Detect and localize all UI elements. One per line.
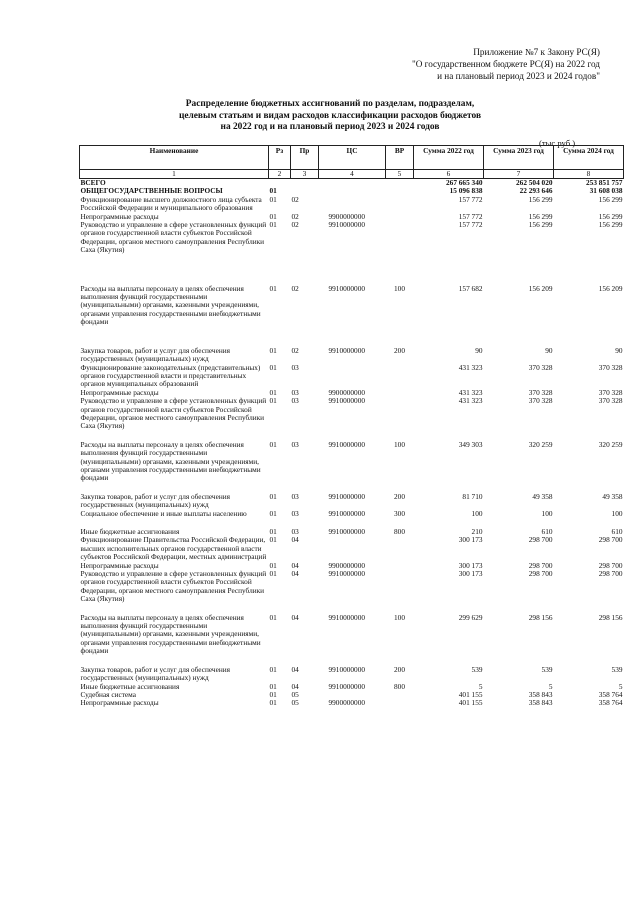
cell-pr: 03: [291, 439, 299, 449]
cell-cs: 9910000000: [328, 508, 365, 518]
cell-cs: 9910000000: [328, 664, 365, 674]
cell-sum-2023: 610: [541, 527, 553, 536]
cell-cs: 9910000000: [328, 283, 365, 293]
table-row: [80, 347, 624, 364]
cell-cs: 9910000000: [328, 439, 365, 449]
header-rz: Рз: [269, 146, 291, 170]
column-number: 4: [319, 170, 386, 179]
cell-name: ВСЕГО: [80, 178, 106, 187]
cell-sum-2022: 431 323: [458, 387, 483, 397]
cell-sum-2023: 298 700: [528, 560, 553, 570]
cell-vr: 800: [394, 681, 405, 691]
cell-name: Иные бюджетные ассигнования: [80, 527, 180, 536]
cell-sum-2023: 49 358: [532, 491, 553, 501]
table-row: [80, 221, 624, 255]
cell-rz: 01: [269, 186, 277, 196]
cell-rz: 01: [269, 689, 277, 699]
cell-sum-2024: 31 608 038: [589, 186, 623, 196]
table-row: [80, 510, 624, 518]
cell-sum-2023: 298 700: [528, 569, 553, 579]
cell-vr: [386, 699, 414, 707]
appendix-line-2: "О государственном бюджете РС(Я) на 2022 год: [411, 59, 600, 69]
cell-name: Закупка товаров, работ и услуг для обеспечения государственных (муниципальных) нужд: [80, 491, 230, 510]
cell-sum-2023: 320 259: [528, 439, 553, 449]
cell-name: ОБЩЕГОСУДАРСТВЕННЫЕ ВОПРОСЫ: [80, 186, 223, 196]
column-number: 5: [386, 170, 414, 179]
cell-sum-2024: 320 259: [598, 439, 623, 449]
table-row: [80, 614, 624, 656]
table-row: [80, 493, 624, 510]
cell-pr: 02: [291, 220, 299, 230]
cell-sum-2024: 358 764: [598, 698, 623, 708]
cell-pr: 03: [291, 527, 299, 536]
cell-pr: 03: [291, 508, 299, 518]
cell-vr: 800: [394, 527, 405, 536]
cell-sum-2022: 267 665 340: [446, 178, 483, 187]
cell-sum-2022: 299 629: [458, 612, 483, 622]
cell-vr: [386, 179, 414, 188]
cell-rz: 01: [269, 560, 277, 570]
cell-sum-2022: 5: [478, 681, 483, 691]
title-line-1: Распределение бюджетных ассигнований по разделам, подразделам,: [185, 99, 475, 109]
cell-name: Расходы на выплаты персоналу в целях обеспечения выполнения функций государственными (муниципальными) органами, казенными учреждениями, органами управления государственными внебюджетными фондами: [80, 283, 261, 327]
cell-cs: 9900000000: [328, 211, 365, 221]
table-row: [80, 666, 624, 683]
table-row: [80, 570, 624, 604]
cell-sum-2023: 370 328: [528, 387, 553, 397]
cell-rz: 01: [269, 681, 277, 691]
cell-name: Закупка товаров, работ и услуг для обеспечения государственных (муниципальных) нужд: [80, 664, 230, 683]
cell-cs: 9910000000: [328, 345, 365, 355]
table-body: [80, 179, 624, 708]
cell-vr: [386, 364, 414, 389]
cell-rz: 01: [269, 612, 277, 622]
cell-name: Функционирование законодательных (представительных) органов государственной власти и представительных органов муниципальных образований: [80, 362, 261, 389]
cell-sum-2022: 157 772: [458, 220, 483, 230]
title-line-3: на 2022 год и на плановый период 2023 и 2024 годов: [220, 122, 440, 132]
cell-pr: 02: [291, 194, 299, 204]
cell-rz: 01: [269, 439, 277, 449]
cell-sum-2023: 370 328: [528, 362, 553, 372]
cell-pr: 03: [291, 396, 299, 406]
cell-name: Судебная система: [80, 689, 136, 699]
cell-sum-2022: 349 303: [458, 439, 483, 449]
cell-pr: 04: [291, 664, 299, 674]
cell-rz: 01: [269, 535, 277, 545]
cell-sum-2024: 156 299: [598, 220, 623, 230]
cell-name: Непрограммные расходы: [80, 698, 159, 708]
cell-sum-2024: 100: [611, 508, 623, 518]
cell-cs: 9910000000: [328, 491, 365, 501]
cell-pr: 04: [291, 681, 299, 691]
cell-sum-2023: 358 843: [528, 689, 553, 699]
column-number: 2: [269, 170, 291, 179]
cell-sum-2023: 539: [541, 664, 553, 674]
cell-vr: 100: [394, 439, 405, 449]
cell-sum-2022: 81 710: [462, 491, 483, 501]
cell-cs: [319, 179, 386, 188]
cell-name: Непрограммные расходы: [80, 560, 159, 570]
row-spacer: [80, 255, 624, 265]
cell-rz: 01: [269, 664, 277, 674]
cell-sum-2024: 298 700: [598, 560, 623, 570]
cell-vr: [386, 397, 414, 431]
header-sum-2024: Сумма 2024 год: [554, 146, 624, 170]
column-number: 3: [291, 170, 319, 179]
row-spacer: [80, 265, 624, 275]
cell-sum-2024: 156 299: [598, 211, 623, 221]
cell-sum-2023: 5: [548, 681, 553, 691]
column-number: 7: [484, 170, 554, 179]
cell-cs: [319, 364, 386, 389]
cell-rz: 01: [269, 362, 277, 372]
row-spacer: [80, 327, 624, 337]
cell-sum-2023: 156 299: [528, 194, 553, 204]
cell-sum-2024: 539: [611, 664, 623, 674]
table-row: [80, 196, 624, 213]
cell-vr: 100: [394, 283, 405, 293]
cell-rz: 01: [269, 569, 277, 579]
cell-name: Расходы на выплаты персоналу в целях обеспечения выполнения функций государственными (муниципальными) органами, казенными учреждениями, органами управления государственными внебюджетными фондами: [80, 439, 261, 483]
cell-sum-2023: 22 293 646: [519, 186, 553, 196]
spacer-cell: [80, 255, 624, 265]
cell-sum-2023: 156 209: [528, 283, 553, 293]
cell-sum-2023: 358 843: [528, 698, 553, 708]
cell-pr: 02: [291, 283, 299, 293]
cell-sum-2022: 157 682: [458, 283, 483, 293]
cell-sum-2023: 298 156: [528, 612, 553, 622]
appendix-line-3: и на плановый период 2023 и 2024 годов": [437, 71, 600, 81]
cell-rz: 01: [269, 220, 277, 230]
cell-sum-2023: 262 504 020: [516, 178, 553, 187]
cell-sum-2024: 49 358: [602, 491, 623, 501]
cell-pr: 04: [291, 560, 299, 570]
cell-sum-2024: 370 328: [598, 387, 623, 397]
header-sum-2022: Сумма 2022 год: [414, 146, 484, 170]
cell-sum-2022: 539: [471, 664, 483, 674]
cell-sum-2023: 100: [541, 508, 553, 518]
cell-name: Руководство и управление в сфере установленных функций органов государственной власти субъектов Российской Федерации, органов местного самоуправления Республики Саха (Якутия): [80, 396, 267, 431]
cell-sum-2024: 156 299: [598, 194, 623, 204]
cell-sum-2022: 401 155: [458, 698, 483, 708]
cell-name: Социальное обеспечение и иные выплаты населению: [80, 508, 247, 518]
cell-name: Функционирование высшего должностного лица субъекта Российской Федерации и муниципального образования: [80, 194, 262, 213]
cell-sum-2024: 370 328: [598, 396, 623, 406]
cell-sum-2022: 300 173: [458, 560, 483, 570]
cell-cs: 9910000000: [328, 681, 365, 691]
cell-sum-2024: 156 209: [598, 283, 623, 293]
cell-vr: [386, 570, 414, 604]
cell-sum-2024: 5: [618, 681, 623, 691]
document-title: [80, 99, 580, 134]
cell-sum-2024: 370 328: [598, 362, 623, 372]
units-label: (тыс.руб.): [539, 138, 576, 148]
budget-table: [79, 145, 624, 708]
cell-rz: 01: [269, 345, 277, 355]
cell-pr: 05: [291, 689, 299, 699]
cell-sum-2024: 298 156: [598, 612, 623, 622]
table-row: [80, 285, 624, 327]
cell-sum-2022: 157 772: [458, 194, 483, 204]
cell-vr: [386, 187, 414, 195]
cell-sum-2024: 610: [611, 527, 623, 536]
cell-sum-2024: 358 764: [598, 689, 623, 699]
cell-cs: 9910000000: [328, 527, 365, 536]
cell-sum-2024: 298 700: [598, 569, 623, 579]
cell-cs: 9900000000: [328, 698, 365, 708]
cell-sum-2022: 300 173: [458, 569, 483, 579]
cell-cs: [319, 187, 386, 195]
cell-sum-2022: 300 173: [458, 535, 483, 545]
cell-pr: 03: [291, 362, 299, 372]
cell-cs: 9900000000: [328, 560, 365, 570]
spacer-cell: [80, 265, 624, 275]
cell-cs: 9910000000: [328, 396, 365, 406]
header-vr: ВР: [386, 146, 414, 170]
table-row: [80, 441, 624, 483]
cell-sum-2024: 253 851 757: [586, 178, 623, 187]
cell-sum-2022: 157 772: [458, 211, 483, 221]
cell-cs: [319, 196, 386, 213]
cell-name: Иные бюджетные ассигнования: [80, 681, 180, 691]
cell-name: Руководство и управление в сфере установленных функций органов государственной власти субъектов Российской Федерации, органов местного самоуправления Республики Саха (Якутия): [80, 569, 267, 604]
cell-sum-2022: 100: [471, 508, 483, 518]
cell-pr: 05: [291, 698, 299, 708]
table-row: [80, 397, 624, 431]
cell-sum-2022: 431 323: [458, 362, 483, 372]
column-number: 8: [554, 170, 624, 179]
cell-pr: [291, 179, 319, 188]
cell-name: Функционирование Правительства Российской Федерации, высших исполнительных органов государственной власти субъектов Российской Федерации, местных администраций: [80, 535, 267, 562]
table-row: [80, 364, 624, 389]
cell-pr: 04: [291, 569, 299, 579]
cell-name: Непрограммные расходы: [80, 387, 159, 397]
cell-rz: 01: [269, 527, 277, 536]
cell-sum-2022: 401 155: [458, 689, 483, 699]
cell-pr: 02: [291, 345, 299, 355]
header-sum-2023: Сумма 2023 год: [484, 146, 554, 170]
cell-rz: 01: [269, 211, 277, 221]
cell-vr: 200: [394, 345, 405, 355]
cell-rz: 01: [269, 508, 277, 518]
appendix-line-1: Приложение №7 к Закону РС(Я): [473, 47, 600, 57]
cell-cs: 9910000000: [328, 612, 365, 622]
cell-vr: 200: [394, 491, 405, 501]
cell-pr: 03: [291, 387, 299, 397]
cell-pr: 04: [291, 535, 299, 545]
cell-vr: 200: [394, 664, 405, 674]
cell-sum-2022: 431 323: [458, 396, 483, 406]
table-header-row: [80, 146, 624, 170]
cell-sum-2024: 90: [615, 345, 623, 355]
cell-rz: 01: [269, 698, 277, 708]
cell-vr: 100: [394, 612, 405, 622]
cell-name: Руководство и управление в сфере установленных функций органов государственной власти субъектов Российской Федерации, органов местного самоуправления Республики Саха (Якутия): [80, 220, 267, 255]
cell-vr: [386, 221, 414, 255]
title-line-2: целевым статьям и видам расходов классификации расходов бюджетов: [178, 110, 482, 121]
cell-sum-2023: 156 299: [528, 220, 553, 230]
table-row: [80, 699, 624, 707]
cell-vr: [386, 196, 414, 213]
cell-name: Расходы на выплаты персоналу в целях обеспечения выполнения функций государственными (муниципальными) органами, казенными учреждениями, органами управления государственными внебюджетными фондами: [80, 612, 261, 656]
cell-sum-2023: 298 700: [528, 535, 553, 545]
header-pr: Пр: [291, 146, 319, 170]
cell-sum-2022: 210: [471, 527, 483, 536]
cell-cs: 9910000000: [328, 569, 365, 579]
column-number: 6: [414, 170, 484, 179]
cell-vr: [386, 213, 414, 221]
header-cs: ЦС: [319, 146, 386, 170]
cell-rz: 01: [269, 491, 277, 501]
cell-vr: [386, 691, 414, 699]
table-row: [80, 536, 624, 561]
cell-name: Закупка товаров, работ и услуг для обеспечения государственных (муниципальных) нужд: [80, 345, 230, 364]
cell-rz: 01: [269, 283, 277, 293]
appendix-note: [300, 46, 600, 82]
cell-pr: 02: [291, 211, 299, 221]
cell-rz: 01: [269, 194, 277, 204]
cell-sum-2022: 15 096 838: [449, 186, 483, 196]
cell-vr: [386, 536, 414, 561]
cell-name: Непрограммные расходы: [80, 211, 159, 221]
cell-vr: [386, 389, 414, 397]
column-number: 1: [80, 170, 269, 179]
cell-cs: 9900000000: [328, 387, 365, 397]
cell-sum-2022: 90: [475, 345, 483, 355]
cell-rz: 01: [269, 396, 277, 406]
cell-vr: [386, 562, 414, 570]
cell-sum-2023: 370 328: [528, 396, 553, 406]
cell-vr: 300: [394, 508, 405, 518]
header-name: Наименование: [80, 146, 269, 170]
cell-cs: [319, 536, 386, 561]
cell-pr: 03: [291, 491, 299, 501]
cell-cs: 9910000000: [328, 220, 365, 230]
spacer-cell: [80, 327, 624, 337]
cell-sum-2024: 298 700: [598, 535, 623, 545]
cell-pr: 04: [291, 612, 299, 622]
cell-sum-2023: 156 299: [528, 211, 553, 221]
cell-rz: 01: [269, 387, 277, 397]
cell-sum-2023: 90: [545, 345, 553, 355]
